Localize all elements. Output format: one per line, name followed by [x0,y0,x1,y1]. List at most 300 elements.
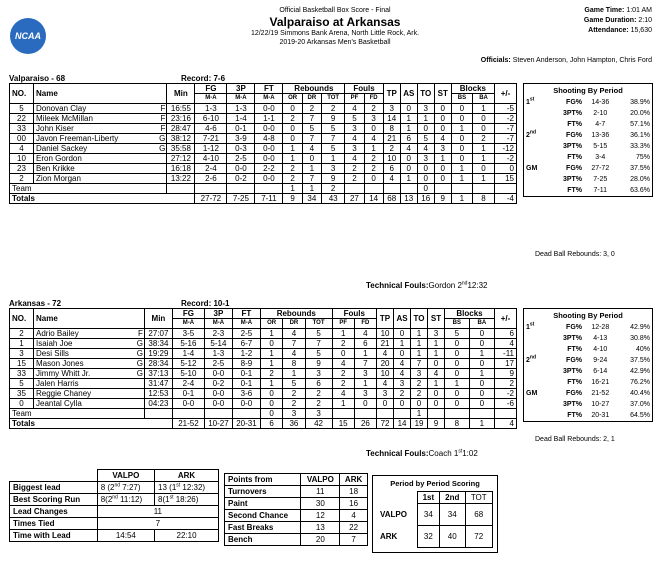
shooting-table [524,97,652,196]
shooting-pct: 20.0% [630,110,650,117]
player-ba: 0 [469,379,494,389]
player-ba: 1 [473,104,495,114]
period-scoring-row [377,504,493,526]
column-header: TOT [321,94,344,104]
player-position: G [153,144,166,154]
player-min: 12:53 [144,389,172,399]
player-row [10,134,517,144]
game-stats-col-valpo: VALPO [97,470,154,482]
player-plus-minus: 4 [495,339,517,349]
shooting-row [524,130,652,141]
points-from-label: Second Chance [225,510,301,522]
points-from-valpo: 11 [301,486,340,498]
shooting-stat: FT% [567,154,582,161]
player-st: 1 [428,339,445,349]
player-name: Eron Gordon [34,154,154,164]
points-from-ark: 22 [340,522,368,534]
player-fg: 2-4 [195,164,227,174]
shooting-made-att: 7-25 [593,176,608,183]
shooting-period: 1st [526,321,535,331]
ncaa-logo: NCAA [10,18,46,54]
shooting-pct: 36.1% [630,132,650,139]
points-from-row [225,498,368,510]
shooting-row [524,377,652,388]
points-from-label: Turnovers [225,486,301,498]
empty-cell [345,184,364,194]
player-fg: 4-10 [195,154,227,164]
shooting-row [524,388,652,399]
player-name: Jeantal Cylla [34,399,129,409]
player-ft: 8-9 [232,359,260,369]
player-or: 1 [283,154,302,164]
player-bs: 0 [451,134,472,144]
tech-time: 1:02 [462,449,478,458]
player-bs: 1 [451,164,472,174]
player-ba: 0 [469,339,494,349]
team-or: 1 [283,184,302,194]
shooting-period [524,108,540,119]
player-or: 1 [260,359,282,369]
player-number: 10 [10,154,34,164]
column-header: M-A [255,94,283,104]
empty-cell [204,409,232,419]
shooting-made-att: 12-28 [591,324,610,331]
player-fd: 6 [354,339,376,349]
player-name: Isaiah Joe [34,339,129,349]
points-from-valpo: 30 [301,498,340,510]
player-dr: 7 [283,339,305,349]
empty-cell [255,184,283,194]
player-tp3: 0-2 [204,379,232,389]
period-tot: 72 [465,526,493,548]
player-ba: 0 [473,114,495,124]
shooting-period: 1st [526,96,535,106]
player-as: 0 [394,349,411,359]
player-dr: 2 [283,399,305,409]
officials-names: Steven Anderson, John Hampton, Chris Ford [512,57,652,64]
column-header: TO [411,309,428,329]
shooting-pct: 37.5% [630,165,650,172]
player-tp3: 5-14 [204,339,232,349]
time-lead-ark: 22:10 [155,530,219,542]
shooting-period [524,366,540,377]
shooting-row [524,355,652,366]
shooting-made-att: 20-31 [591,412,610,419]
player-name: Jimmy Whitt Jr. [34,369,129,379]
player-ft: 0-0 [255,154,283,164]
totals-pm: 4 [495,419,517,429]
player-name: Ben Krikke [34,164,154,174]
shooting-pct: 37.5% [630,357,650,364]
player-position [129,389,145,399]
player-min: 28:34 [144,359,172,369]
totals-pf: 27 [345,194,364,204]
player-row [10,369,517,379]
player-fg: 6-10 [195,114,227,124]
shooting-row [524,333,652,344]
player-fg: 0-0 [172,399,204,409]
player-ft: 0-1 [232,379,260,389]
player-name: Desi Sills [34,349,129,359]
player-tot: 1 [321,154,344,164]
player-row [10,339,517,349]
column-header: FT [255,84,283,94]
shooting-stat: FT% [567,121,582,128]
shooting-period [524,185,540,196]
shooting-pct: 57.1% [630,121,650,128]
player-ft: 1-1 [255,114,283,124]
time-lead-valpo: 14:54 [97,530,154,542]
player-dr: 8 [283,359,305,369]
shooting-pct: 42.9% [630,324,650,331]
player-pf: 1 [332,399,354,409]
player-tot: 3 [321,164,344,174]
player-position: F [153,114,166,124]
empty-cell [473,184,495,194]
player-row [10,144,517,154]
header-row [10,309,517,319]
column-header: PF [345,94,364,104]
shooting-stat: FG% [566,390,582,397]
empty-cell [172,409,204,419]
empty-cell [400,184,417,194]
shooting-row [524,366,652,377]
player-position [129,399,145,409]
player-pf: 1 [332,329,354,339]
player-as: 0 [394,399,411,409]
game-time-label: Game Time: [584,7,625,14]
column-header: +/- [495,309,517,329]
player-tot: 9 [321,114,344,124]
player-dr: 1 [302,164,321,174]
totals-pf: 15 [332,419,354,429]
times-tied: 7 [97,518,218,530]
player-tot: 9 [305,359,332,369]
shooting-made-att: 10-27 [591,401,610,408]
player-or: 0 [283,124,302,134]
player-fd: 1 [364,144,383,154]
player-ft: 0-0 [232,399,260,409]
game-duration: 2:10 [638,17,652,24]
player-row [10,349,517,359]
column-header: Name [34,84,167,104]
player-dr: 5 [283,379,305,389]
game-stats-col-ark: ARK [155,470,219,482]
player-fg: 4-6 [195,124,227,134]
officials [481,57,652,64]
player-bs: 0 [451,114,472,124]
totals-tp: 68 [383,194,400,204]
team-tot: 2 [321,184,344,194]
player-tp: 10 [377,369,394,379]
player-to: 1 [417,114,434,124]
player-position: G [129,349,145,359]
player-number: 5 [10,379,34,389]
player-st: 4 [428,369,445,379]
column-header: PF [332,319,354,329]
player-tp3: 1-4 [227,114,255,124]
player-or: 2 [283,114,302,124]
tech-player: Coach 1 [428,449,459,458]
empty-cell [445,409,470,419]
player-as: 4 [400,144,417,154]
empty-cell [227,184,255,194]
player-pf: 2 [345,174,364,184]
player-plus-minus: 15 [495,174,517,184]
player-bs: 0 [445,339,470,349]
dead-ball-rebounds: Dead Ball Rebounds: 2, 1 [535,436,615,443]
player-row [10,174,517,184]
player-row [10,329,517,339]
player-tp3: 0-0 [204,369,232,379]
player-st: 1 [428,379,445,389]
period-scoring-table [377,491,493,548]
player-ba: 0 [469,389,494,399]
player-fd: 4 [364,134,383,144]
shooting-stat: FG% [566,99,582,106]
shooting-made-att: 21-52 [591,390,610,397]
shooting-period: 2nd [526,129,537,139]
player-as: 4 [394,369,411,379]
column-header: Blocks [445,309,495,319]
shooting-stat: 3PT% [562,368,582,375]
player-as: 0 [400,164,417,174]
player-name: Daniel Sackey [34,144,154,154]
shooting-pct: 38.9% [630,99,650,106]
player-pf: 2 [332,379,354,389]
player-min: 28:47 [167,124,195,134]
player-plus-minus: 2 [495,379,517,389]
game-stats-table [9,469,219,542]
totals-to: 16 [417,194,434,204]
player-to: 1 [411,339,428,349]
empty-cell [377,409,394,419]
empty-cell [469,409,494,419]
player-min: 37:13 [144,369,172,379]
player-tot: 9 [321,174,344,184]
period-scoring-box [372,475,498,553]
shooting-period [524,344,540,355]
shooting-stat: FG% [566,324,582,331]
player-fg: 1-12 [195,144,227,154]
player-to: 0 [417,174,434,184]
player-position [153,174,166,184]
player-min: 16:55 [167,104,195,114]
player-or: 0 [260,339,282,349]
player-ft: 3-6 [232,389,260,399]
player-st: 0 [428,399,445,409]
totals-st: 9 [428,419,445,429]
column-header: M-A [204,319,232,329]
player-as: 0 [400,154,417,164]
team-tot: 3 [305,409,332,419]
player-number: 5 [10,104,34,114]
shooting-pct: 30.8% [630,335,650,342]
empty-cell [383,184,400,194]
column-header: M-A [227,94,255,104]
best-run-ark: 8(1st 18:26) [155,494,219,506]
points-from-label: Fast Breaks [225,522,301,534]
game-time: 1:01 AM [626,7,652,14]
player-as: 4 [394,359,411,369]
totals-label: Totals [10,419,173,429]
player-plus-minus: -2 [495,389,517,399]
player-position: F [153,124,166,134]
player-bs: 0 [451,154,472,164]
column-header: FG [172,309,204,319]
player-ft: 0-0 [255,104,283,114]
player-dr: 1 [283,369,305,379]
shooting-period [524,141,540,152]
player-st: 4 [434,134,451,144]
column-header: Fouls [332,309,376,319]
column-header: FT [232,309,260,319]
player-number: 00 [10,134,34,144]
player-row [10,114,517,124]
player-min: 27:12 [167,154,195,164]
player-row [10,164,517,174]
player-plus-minus: -12 [495,144,517,154]
player-position: G [129,369,145,379]
points-from-label: Paint [225,498,301,510]
period-p1: 32 [417,526,439,548]
team-row [10,184,517,194]
totals-bs: 1 [451,194,472,204]
totals-st: 9 [434,194,451,204]
player-as: 6 [400,134,417,144]
player-tp: 21 [383,134,400,144]
player-ba: 1 [469,349,494,359]
player-ba: 0 [469,399,494,409]
player-ft: 6-7 [232,339,260,349]
column-header: Rebounds [283,84,345,94]
player-to: 1 [411,329,428,339]
player-as: 1 [400,124,417,134]
player-tp3: 1-3 [227,104,255,114]
period-h1: 1st [417,492,439,504]
player-tp3: 1-3 [204,349,232,359]
player-tp: 3 [377,389,394,399]
period-team: ARK [380,532,398,541]
empty-cell [364,184,383,194]
column-header: FD [364,94,383,104]
player-dr: 2 [302,104,321,114]
totals-ft: 7-11 [255,194,283,204]
column-header: TOT [305,319,332,329]
team-dr: 3 [283,409,305,419]
player-ba: 2 [473,134,495,144]
player-min: 35:58 [167,144,195,154]
player-to: 0 [417,164,434,174]
shooting-pct: 42.9% [630,368,650,375]
shooting-made-att: 5-15 [593,143,608,150]
totals-ft: 20-31 [232,419,260,429]
empty-cell [332,409,354,419]
shooting-row [524,410,652,421]
player-pf: 2 [345,164,364,174]
player-bs: 0 [451,144,472,154]
player-ba: 0 [473,124,495,134]
player-fd: 2 [364,164,383,174]
player-pf: 2 [332,369,354,379]
player-number: 2 [10,329,34,339]
team-row-label: Team [10,409,145,419]
player-as: 0 [394,329,411,339]
header-row [10,84,517,94]
period-tot: 68 [465,504,493,526]
player-position: G [129,359,145,369]
column-header: 3P [227,84,255,94]
period-p1: 34 [417,504,439,526]
biggest-lead-valpo: 8 (2nd 7:27) [97,482,154,494]
shooting-stat: FG% [566,357,582,364]
totals-label: Totals [10,194,195,204]
player-plus-minus: 17 [495,359,517,369]
team-dr: 1 [302,184,321,194]
player-plus-minus: -2 [495,154,517,164]
shooting-made-att: 3-4 [595,154,606,161]
player-bs: 0 [451,104,472,114]
column-header: DR [302,94,321,104]
player-min: 27:07 [144,329,172,339]
player-pf: 4 [345,134,364,144]
player-st: 0 [434,174,451,184]
player-dr: 0 [302,154,321,164]
player-as: 1 [400,174,417,184]
shooting-stat: 3PT% [562,176,582,183]
shooting-title: Shooting By Period [553,311,623,320]
shooting-row [524,119,652,130]
player-to: 3 [417,154,434,164]
shooting-made-att: 14-36 [591,99,610,106]
player-tot: 5 [305,349,332,359]
player-fd: 0 [364,174,383,184]
player-fg: 2-6 [195,174,227,184]
shooting-period [524,174,540,185]
player-or: 0 [260,389,282,399]
player-fd: 3 [364,114,383,124]
player-tot: 2 [305,389,332,399]
period-p2: 40 [440,526,466,548]
biggest-lead-label: Biggest lead [10,482,98,494]
empty-cell [495,409,517,419]
player-tot: 2 [305,399,332,409]
player-pf: 5 [345,114,364,124]
player-st: 3 [428,329,445,339]
player-position: G [129,339,145,349]
player-number: 0 [10,399,34,409]
player-fg: 3-5 [172,329,204,339]
player-st: 0 [434,114,451,124]
player-tp: 8 [383,124,400,134]
team-to: 0 [417,184,434,194]
points-from-valpo: 13 [301,522,340,534]
totals-ba: 8 [473,194,495,204]
column-header: ST [428,309,445,329]
totals-row [10,194,517,204]
period-scoring-title: Period by Period Scoring [390,479,480,488]
player-to: 0 [417,124,434,134]
player-st: 1 [434,154,451,164]
player-to: 2 [411,389,428,399]
player-to: 1 [411,349,428,359]
empty-cell [354,409,376,419]
points-from-label: Bench [225,534,301,546]
player-dr: 7 [302,114,321,124]
column-header: AS [400,84,417,104]
player-fg: 1-4 [172,349,204,359]
tech-label: Technical Fouls: [366,281,429,290]
